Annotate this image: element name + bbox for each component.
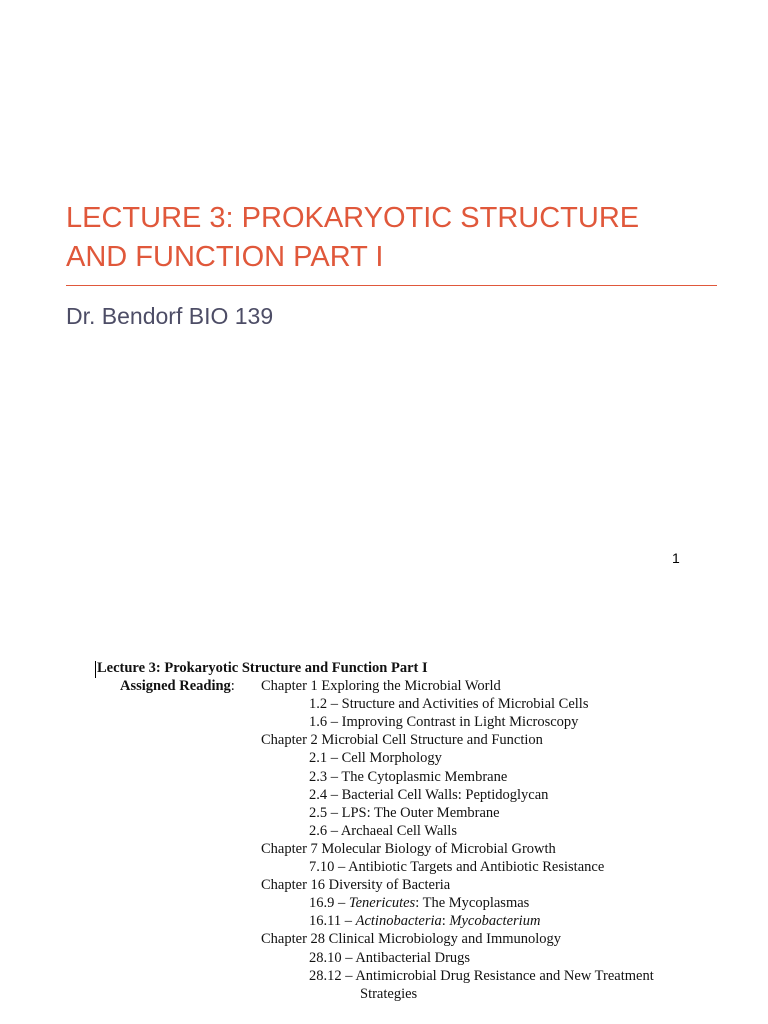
- assigned-reading-row: [97, 677, 747, 695]
- section-item: 28.12 – Antimicrobial Drug Resistance and New Treatment: [309, 967, 654, 984]
- section-item: 2.6 – Archaeal Cell Walls: [309, 822, 457, 839]
- assigned-reading-label: Assigned Reading:: [120, 678, 235, 695]
- section-item-continuation: Strategies: [360, 985, 418, 1002]
- section-item: 16.9 – Tenericutes: The Mycoplasmas: [309, 895, 530, 912]
- slide-title-line-2: AND FUNCTION PART I: [66, 241, 384, 273]
- slide-title: [66, 199, 726, 277]
- section-item: 16.11 – Actinobacteria: Mycobacterium: [309, 913, 541, 930]
- notes-heading: Lecture 3: Prokaryotic Structure and Function Part I: [97, 660, 428, 676]
- slide-title-line-1: LECTURE 3: PROKARYOTIC STRUCTURE: [66, 202, 640, 234]
- chapter-title: Chapter 1 Exploring the Microbial World: [261, 678, 501, 695]
- page-number: 1: [672, 550, 680, 566]
- section-item: 7.10 – Antibiotic Targets and Antibiotic Resistance: [309, 859, 605, 876]
- section-item: 1.6 – Improving Contrast in Light Microscopy: [309, 714, 579, 731]
- section-item: 2.1 – Cell Morphology: [309, 750, 442, 767]
- chapter-title: Chapter 7 Molecular Biology of Microbial Growth: [261, 840, 556, 857]
- section-item: 28.10 – Antibacterial Drugs: [309, 949, 471, 966]
- section-item: 2.5 – LPS: The Outer Membrane: [309, 804, 500, 821]
- chapter-title: Chapter 28 Clinical Microbiology and Immunology: [261, 931, 562, 948]
- section-item: 1.2 – Structure and Activities of Microbial Cells: [309, 696, 589, 713]
- chapter-title: Chapter 2 Microbial Cell Structure and Function: [261, 732, 543, 749]
- slide-subtitle: Dr. Bendorf BIO 139: [66, 303, 274, 329]
- section-item: 2.3 – The Cytoplasmic Membrane: [309, 768, 508, 785]
- title-divider: [66, 285, 717, 286]
- section-item: 2.4 – Bacterial Cell Walls: Peptidoglycan: [309, 786, 549, 803]
- lecture-notes[interactable]: [97, 659, 747, 1003]
- chapter-title: Chapter 16 Diversity of Bacteria: [261, 877, 451, 894]
- text-cursor: [95, 661, 96, 678]
